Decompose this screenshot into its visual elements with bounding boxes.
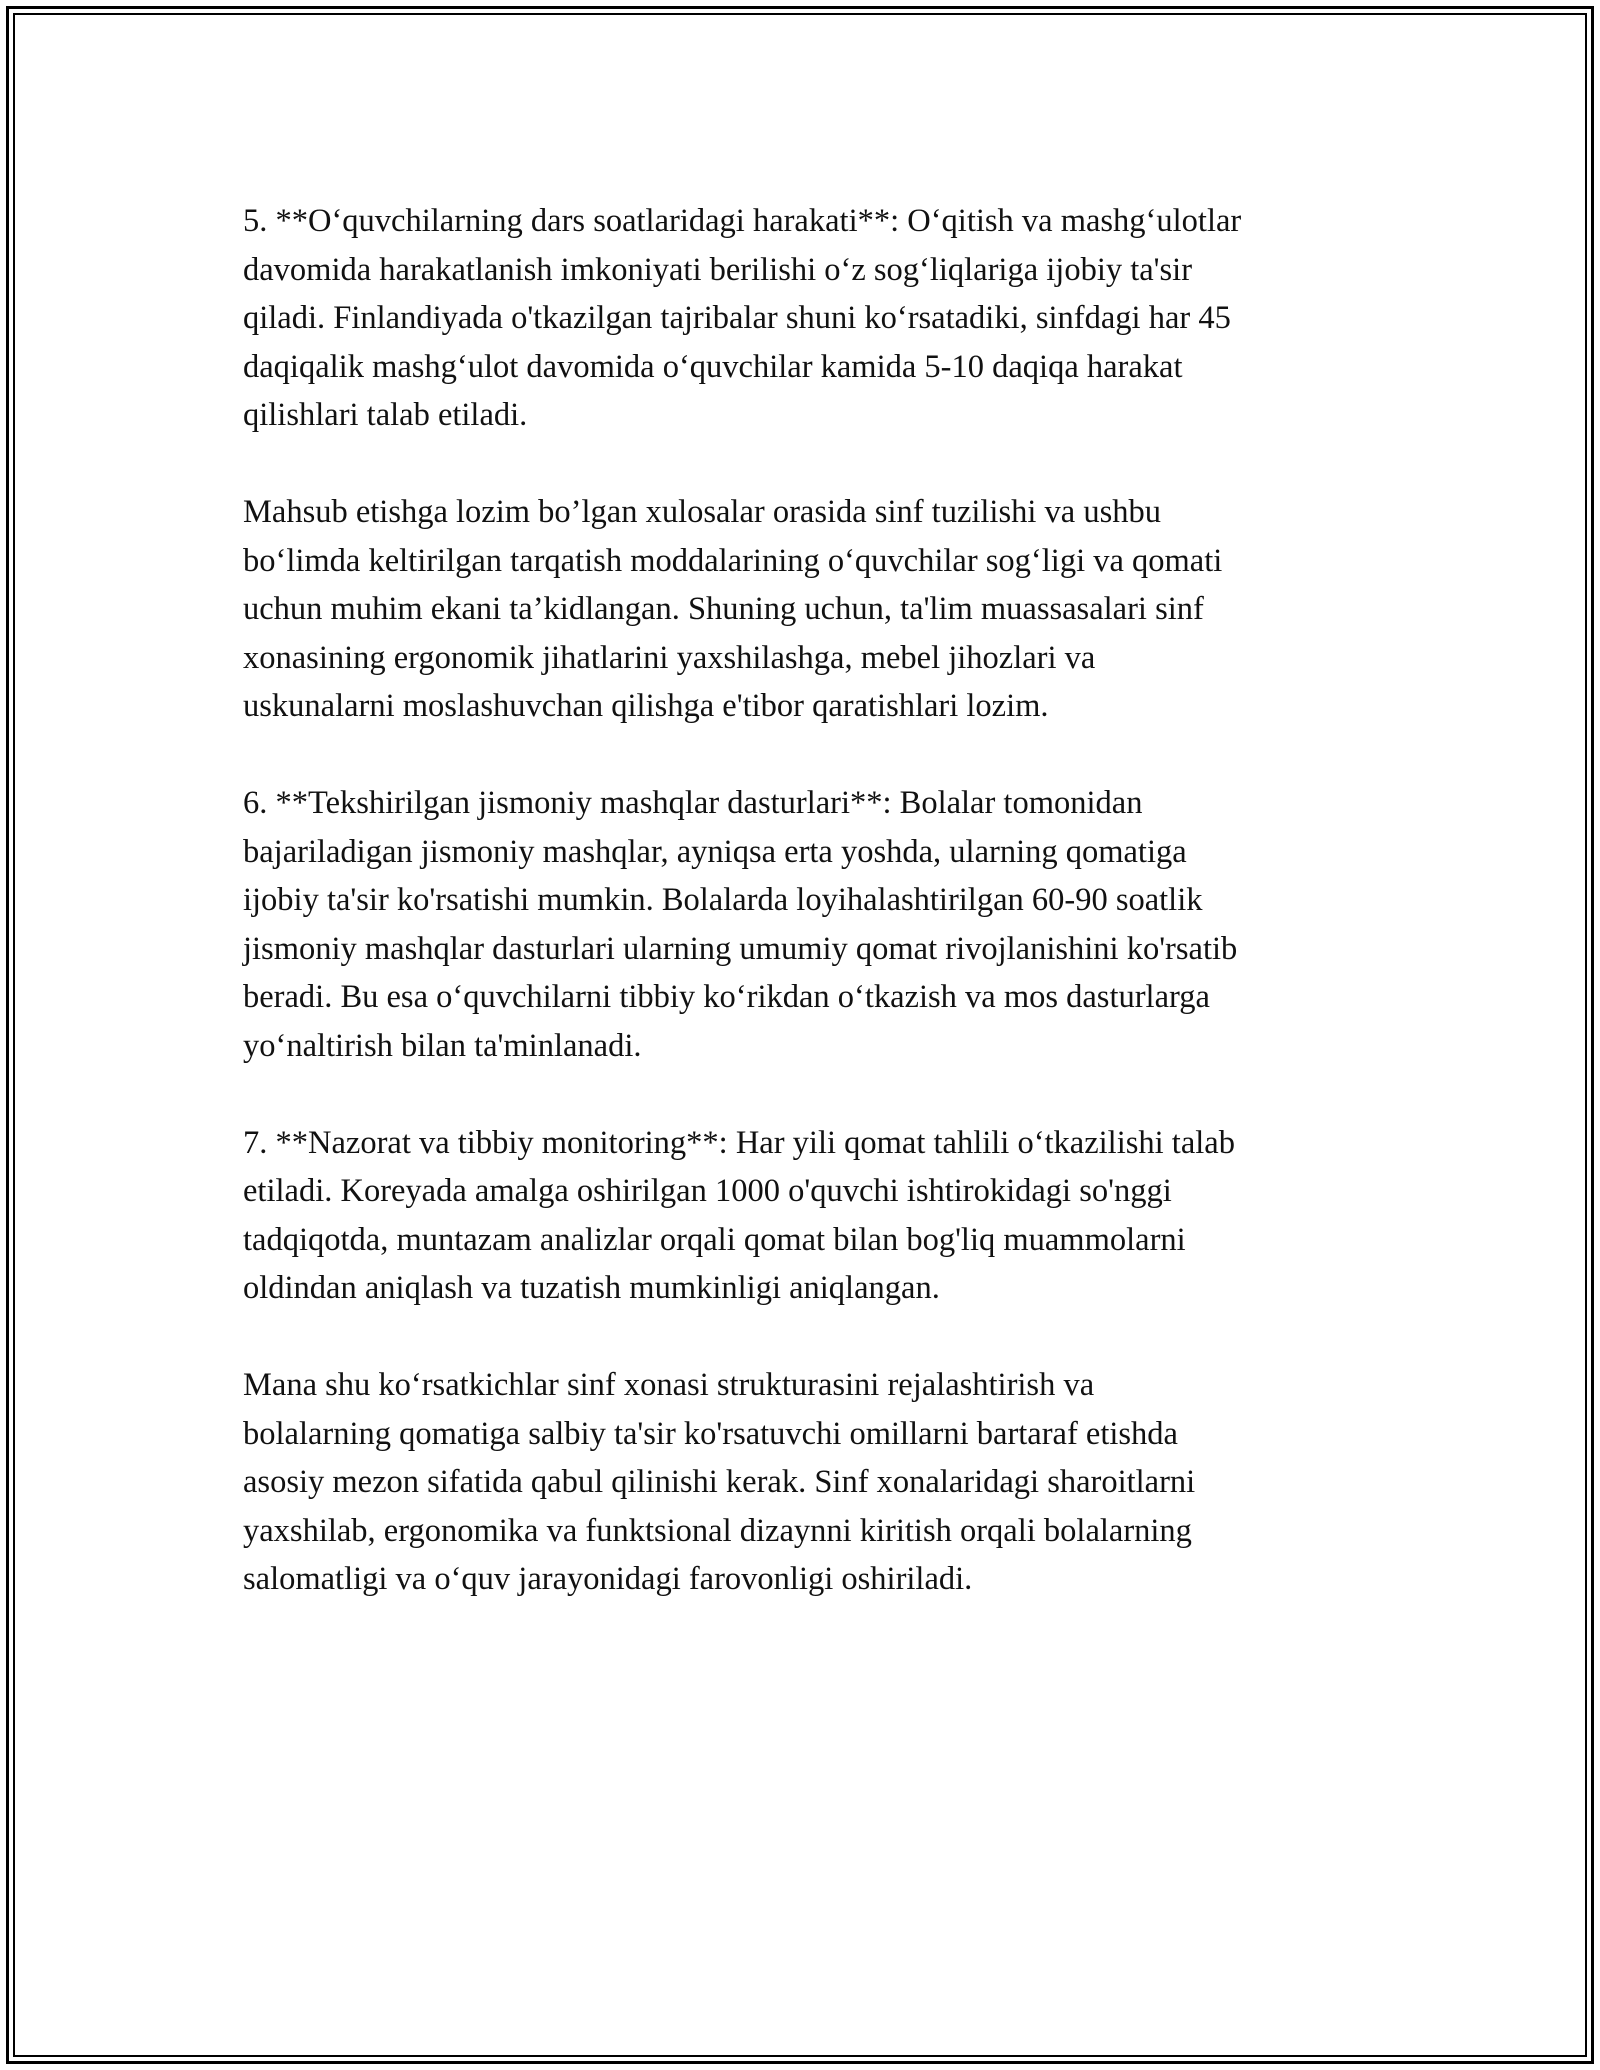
paragraph-conclusions	[243, 488, 1383, 731]
text-line: daqiqalik mashg‘ulot davomida o‘quvchilar kamida 5-10 daqiqa harakat	[243, 348, 1183, 385]
text-line: bajariladigan jismoniy mashqlar, ayniqsa erta yoshda, ularning qomatiga	[243, 833, 1187, 870]
text-line: salomatligi va o‘quv jarayonidagi farovonligi oshiriladi.	[243, 1561, 973, 1597]
document-body	[243, 197, 1383, 1652]
text-line: tadqiqotda, muntazam analizlar orqali qomat bilan bog'liq muammolarni	[243, 1221, 1186, 1258]
paragraph-exercise-programs	[243, 779, 1383, 1070]
text-line: jismoniy mashqlar dasturlari ularning umumiy qomat rivojlanishini ko'rsatib	[243, 930, 1238, 967]
text-line: ijobiy ta'sir ko'rsatishi mumkin. Bolalarda loyihalashtirilgan 60-90 soatlik	[243, 882, 1203, 918]
paragraph-movement-in-class	[243, 197, 1383, 440]
paragraph-final-summary	[243, 1361, 1383, 1604]
text-line: qilishlari talab etiladi.	[243, 397, 528, 433]
text-line: bo‘limda keltirilgan tarqatish moddalarining o‘quvchilar sog‘ligi va qomati	[243, 542, 1223, 579]
text-line: uskunalarni moslashuvchan qilishga e'tibor qaratishlari lozim.	[243, 688, 1049, 724]
text-line: 7. **Nazorat va tibbiy monitoring**: Har yili qomat tahlili o‘tkazilishi talab	[243, 1124, 1235, 1161]
page-frame	[6, 6, 1594, 2064]
text-line: 6. **Tekshirilgan jismoniy mashqlar dasturlari**: Bolalar tomonidan	[243, 785, 1143, 821]
text-line: yaxshilab, ergonomika va funktsional dizaynni kiritish orqali bolalarning	[243, 1512, 1192, 1549]
text-line: 5. **O‘quvchilarning dars soatlaridagi harakati**: O‘qitish va mashg‘ulotlar	[243, 203, 1242, 239]
text-line: bolalarning qomatiga salbiy ta'sir ko'rsatuvchi omillarni bartaraf etishda	[243, 1415, 1178, 1452]
text-line: beradi. Bu esa o‘quvchilarni tibbiy ko‘rikdan o‘tkazish va mos dasturlarga	[243, 979, 1210, 1015]
text-line: uchun muhim ekani ta’kidlangan. Shuning uchun, ta'lim muassasalari sinf	[243, 591, 1204, 627]
paragraph-medical-monitoring	[243, 1119, 1383, 1313]
text-line: etiladi. Koreyada amalga oshirilgan 1000 o'quvchi ishtirokidagi so'nggi	[243, 1173, 1172, 1209]
text-line: asosiy mezon sifatida qabul qilinishi kerak. Sinf xonalaridagi sharoitlarni	[243, 1464, 1196, 1500]
text-line: davomida harakatlanish imkoniyati berilishi o‘z sog‘liqlariga ijobiy ta'sir	[243, 251, 1193, 288]
text-line: Mahsub etishga lozim bo’lgan xulosalar orasida sinf tuzilishi va ushbu	[243, 494, 1161, 530]
text-line: qiladi. Finlandiyada o'tkazilgan tajribalar shuni ko‘rsatadiki, sinfdagi har 45	[243, 300, 1231, 336]
text-line: oldindan aniqlash va tuzatish mumkinligi aniqlangan.	[243, 1270, 940, 1306]
text-line: xonasining ergonomik jihatlarini yaxshilashga, mebel jihozlari va	[243, 639, 1096, 676]
text-line: Mana shu ko‘rsatkichlar sinf xonasi strukturasini rejalashtirish va	[243, 1367, 1095, 1403]
text-line: yo‘naltirish bilan ta'minlanadi.	[243, 1027, 642, 1064]
